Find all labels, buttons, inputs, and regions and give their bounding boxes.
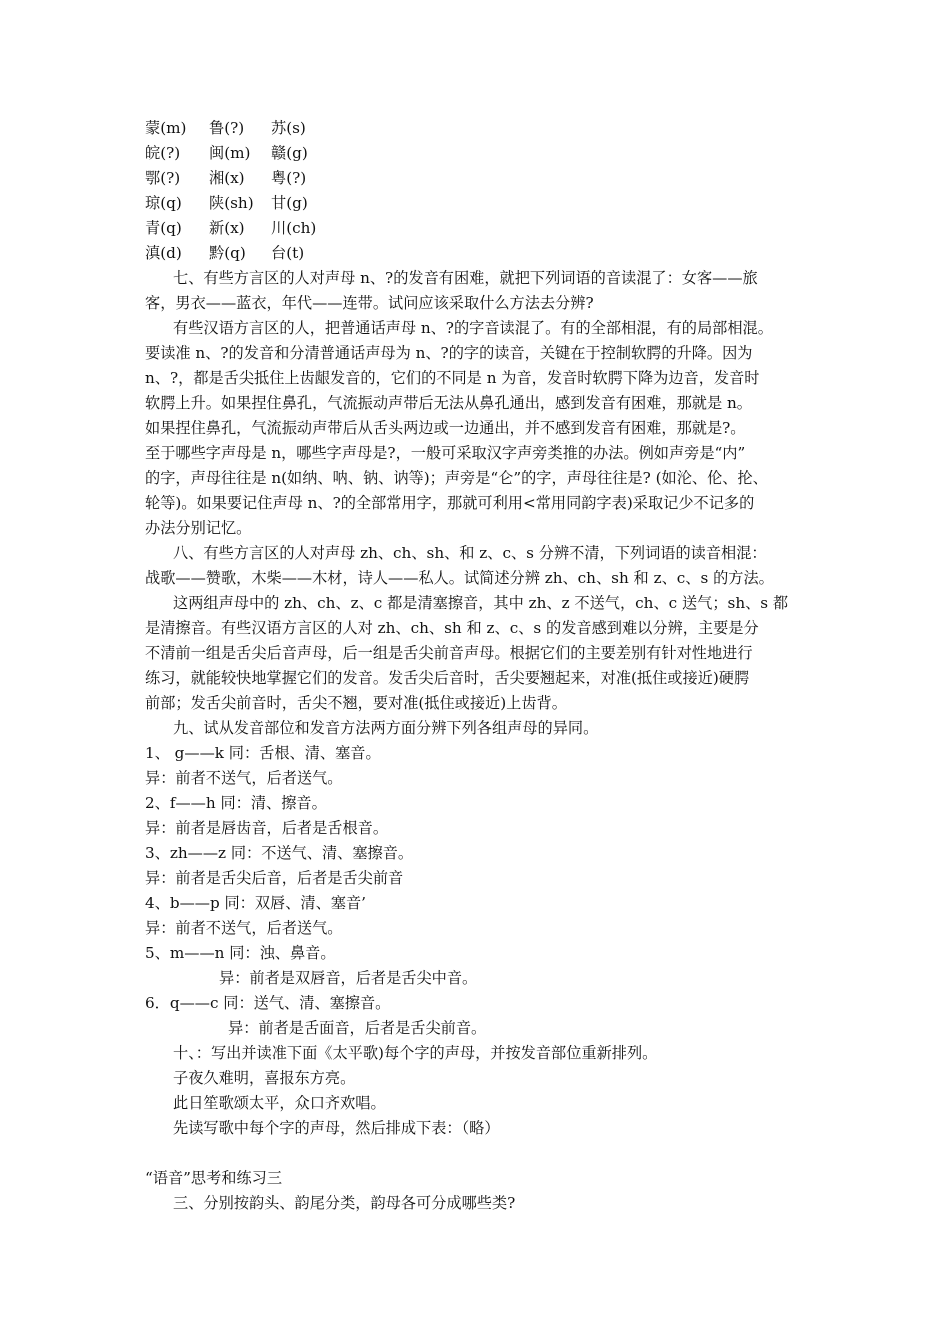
answer-8-line: 前部；发舌尖前音时，舌尖不翘，要对准(抵住或接近)上齿背。: [145, 694, 567, 712]
province-cell: 新(x): [209, 219, 245, 237]
pair-diff: 异：前者是舌面音，后者是舌尖前音。: [228, 1019, 487, 1037]
answer-8-line: 不清前一组是舌尖后音声母，后一组是舌尖前音声母。根据它们的主要差别有针对性地进行: [145, 644, 753, 662]
section-title: “语音”思考和练习三: [145, 1169, 283, 1187]
province-cell: 琼(q): [145, 194, 182, 212]
answer-7-line: n、?，都是舌尖抵住上齿龈发音的，它们的不同是 n 为音，发音时软腭下降为边音，发音时: [145, 369, 760, 387]
poem-line: 子夜久难明，喜报东方亮。: [173, 1069, 356, 1087]
province-cell: 甘(g): [271, 194, 308, 212]
pair-same: 2、f——h 同：清、擦音。: [145, 794, 327, 812]
question-3: 三、分别按韵头、韵尾分类，韵母各可分成哪些类?: [173, 1194, 516, 1212]
pair-same: 3、zh——z 同：不送气、清、塞擦音。: [145, 844, 414, 862]
province-cell: 鄂(?): [145, 169, 181, 187]
question-10: 十、：写出并读准下面《太平歌)每个字的声母，并按发音部位重新排列。: [173, 1044, 658, 1062]
pair-diff: 异：前者不送气，后者送气。: [145, 919, 343, 937]
pair-diff: 异：前者是舌尖后音，后者是舌尖前音: [145, 869, 404, 887]
province-cell: 滇(d): [145, 244, 182, 262]
province-cell: 青(q): [145, 219, 182, 237]
province-cell: 湘(x): [209, 169, 245, 187]
question-8-line: 八、有些方言区的人对声母 zh、ch、sh、和 z、c、s 分辨不清，下列词语的读音相混：: [173, 544, 767, 562]
pair-same: 4、b——p 同：双唇、清、塞音’: [145, 894, 367, 912]
pair-same: 5、m——n 同：浊、鼻音。: [145, 944, 336, 962]
province-cell: 黔(q): [209, 244, 246, 262]
pair-same: 6．q——c 同：送气、清、塞擦音。: [145, 994, 391, 1012]
answer-7-line: 软腭上升。如果捏住鼻孔，气流振动声带后无法从鼻孔通出，感到发音有困难，那就是 n。: [145, 394, 752, 412]
answer-7-line: 有些汉语方言区的人，把普通话声母 n、?的字音读混了。有的全部相混，有的局部相混。: [173, 319, 773, 337]
answer-8-line: 是清擦音。有些汉语方言区的人对 zh、ch、sh 和 z、c、s 的发音感到难以分辨，主要是分: [145, 619, 759, 637]
answer-7-line: 至于哪些字声母是 n，哪些字声母是?，一般可采取汉字声旁类推的办法。例如声旁是“内”: [145, 444, 746, 462]
answer-8-line: 这两组声母中的 zh、ch、z、c 都是清塞擦音，其中 zh、z 不送气，ch、c 送气；sh、s 都: [173, 594, 789, 612]
province-cell: 川(ch): [271, 219, 317, 237]
province-cell: 皖(?): [145, 144, 181, 162]
province-cell: 陕(sh): [209, 194, 254, 212]
province-cell: 粤(?): [271, 169, 307, 187]
province-cell: 蒙(m): [145, 119, 187, 137]
answer-7-line: 轮等)。如果要记住声母 n、?的全部常用字，那就可利用<常用同韵字表)采取记少不记多的: [145, 494, 755, 512]
province-cell: 赣(g): [271, 144, 308, 162]
question-9: 九、试从发音部位和发音方法两方面分辨下列各组声母的异同。: [173, 719, 599, 737]
province-cell: 台(t): [271, 244, 305, 262]
answer-8-line: 练习，就能较快地掌握它们的发音。发舌尖后音时，舌尖要翘起来，对准(抵住或接近)硬腭: [145, 669, 750, 687]
answer-7-line: 的字，声母往往是 n(如纳、呐、钠、讷等)；声旁是“仑”的字，声母往往是? (如沦、伦、抡、: [145, 469, 768, 487]
answer-7-line: 如果捏住鼻孔，气流振动声带后从舌头两边或一边通出，并不感到发音有困难，那就是?。: [145, 419, 746, 437]
question-8-line: 战歌——赞歌，木柴——木材，诗人——私人。试简述分辨 zh、ch、sh 和 z、c、s 的方法。: [145, 569, 774, 587]
pair-same: 1、 g——k 同：舌根、清、塞音。: [145, 744, 381, 762]
province-cell: 闽(m): [209, 144, 251, 162]
province-cell: 鲁(?): [209, 119, 245, 137]
pair-diff: 异：前者不送气，后者送气。: [145, 769, 343, 787]
poem-line: 此日笙歌颂太平，众口齐欢唱。: [173, 1094, 386, 1112]
question-7-line: 七、有些方言区的人对声母 n、?的发音有困难，就把下列词语的音读混了：女客——旅: [173, 269, 758, 287]
province-cell: 苏(s): [271, 119, 306, 137]
pair-diff: 异：前者是双唇音，后者是舌尖中音。: [219, 969, 478, 987]
answer-7-line: 要读准 n、?的发音和分清普通话声母为 n、?的字的读音，关键在于控制软腭的升降。因为: [145, 344, 753, 362]
answer-7-line: 办法分别记忆。: [145, 519, 252, 537]
question-7-line: 客，男衣——蓝衣，年代——连带。试问应该采取什么方法去分辨?: [145, 294, 594, 312]
pair-diff: 异：前者是唇齿音，后者是舌根音。: [145, 819, 388, 837]
question-10-note: 先读写歌中每个字的声母，然后排成下表：（略）: [173, 1119, 500, 1137]
